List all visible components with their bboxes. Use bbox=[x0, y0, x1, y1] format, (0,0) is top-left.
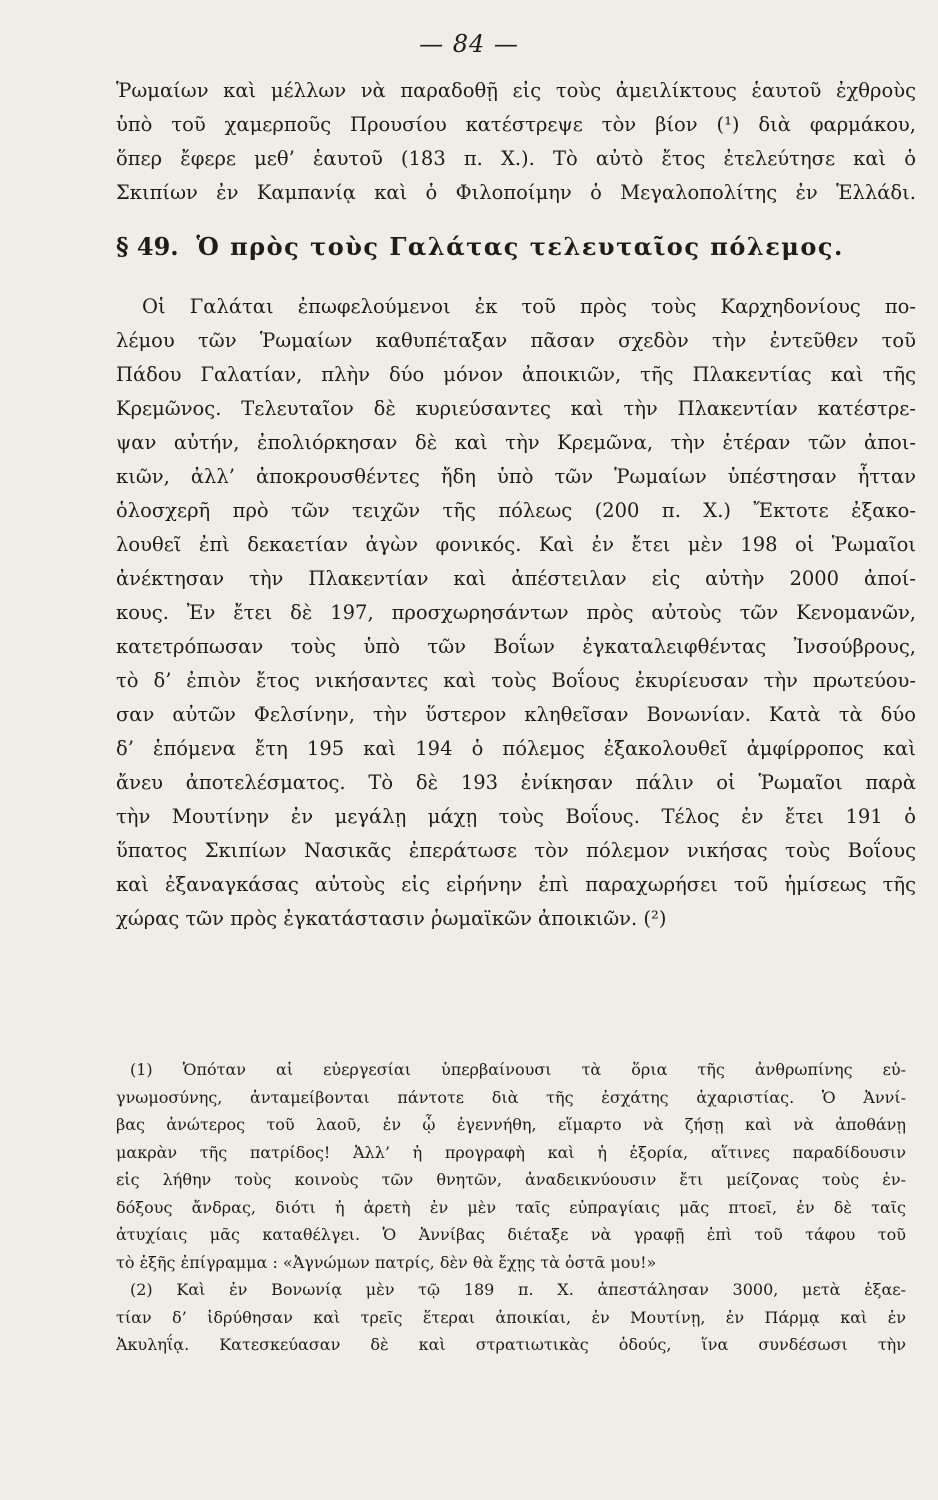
text-line: Σκιπίων ἐν Καμπανίᾳ καὶ ὁ Φιλοποίμην ὁ Μεγαλοπολίτης ἐν Ἑλλάδι. bbox=[116, 181, 916, 204]
text-line: καὶ ἐξαναγκάσας αὐτοὺς εἰς εἰρήνην ἐπὶ παραχωρήσει τοῦ ἡμίσεως τῆς bbox=[116, 873, 916, 896]
text-line: κατετρόπωσαν τοὺς ὑπὸ τῶν Βοΐων ἐγκαταλειφθέντας Ἰνσούβρους, bbox=[116, 635, 916, 658]
text-line: ψαν αὐτήν, ἐπολιόρκησαν δὲ καὶ τὴν Κρεμῶνα, τὴν ἑτέραν τῶν ἀποι- bbox=[116, 431, 916, 454]
text-line: Ῥωμαίων καὶ μέλλων νὰ παραδοθῇ εἰς τοὺς ἀμειλίκτους ἑαυτοῦ ἐχθροὺς bbox=[116, 79, 916, 102]
text-line: λέμου τῶν Ῥωμαίων καθυπέταξαν πᾶσαν σχεδὸν τὴν ἐντεῦθεν τοῦ bbox=[116, 329, 916, 352]
text-line: κιῶν, ἀλλ’ ἀποκρουσθέντες ἤδη ὑπὸ τῶν Ῥωμαίων ὑπέστησαν ἧτταν bbox=[116, 465, 916, 488]
text-line: τὴν Μουτίνην ἐν μεγάλῃ μάχῃ τοὺς Βοΐους. Τέλος ἐν ἔτει 191 ὁ bbox=[116, 805, 916, 828]
footnote-line: γνωμοσύνης, ἀνταμείβονται πάντοτε διὰ τῆς ἐσχάτης ἀχαριστίας. Ὁ Ἀννί- bbox=[116, 1087, 906, 1107]
footnote-line: εἰς λήθην τοὺς κοινοὺς τῶν θνητῶν, ἀναδεικνύουσιν ἔτι μείζονας τοὺς ἐν- bbox=[116, 1170, 906, 1189]
footnote-line: Ἀκυληΐᾳ. Κατεσκεύασαν δὲ καὶ στρατιωτικὰς ὁδούς, ἵνα συνδέσωσι τὴν bbox=[116, 1335, 906, 1354]
footnote-line: δόξους ἄνδρας, διότι ἡ ἀρετὴ ἐν μὲν ταῖς εὐπραγίαις μᾶς πτοεῖ, ἐν δὲ ταῖς bbox=[116, 1197, 906, 1217]
page-number: — 84 — bbox=[419, 30, 519, 58]
text-line: ὕπατος Σκιπίων Νασικᾶς ἐπεράτωσε τὸν πόλεμον νικήσας τοὺς Βοΐους bbox=[116, 839, 916, 862]
footnote-line: μακρὰν τῆς πατρίδος! Ἀλλ’ ἡ προγραφὴ καὶ ἡ ἐξορία, αἵτινες παραδίδουσιν bbox=[116, 1142, 906, 1162]
section-heading bbox=[116, 230, 916, 264]
text-line: δ’ ἑπόμενα ἔτη 195 καὶ 194 ὁ πόλεμος ἐξακολουθεῖ ἀμφίρροπος καὶ bbox=[116, 737, 916, 760]
text-line: ὁλοσχερῆ πρὸ τῶν τειχῶν τῆς πόλεως (200 π. Χ.) Ἔκτοτε ἐξακο- bbox=[116, 499, 916, 522]
footnote-line: (1) Ὁπόταν αἱ εὐεργεσίαι ὑπερβαίνουσι τὰ ὅρια τῆς ἀνθρωπίνης εὐ- bbox=[130, 1060, 906, 1079]
text-line: κους. Ἐν ἔτει δὲ 197, προσχωρησάντων πρὸς αὐτοὺς τῶν Κενομανῶν, bbox=[116, 601, 916, 624]
text-line: σαν αὐτῶν Φελσίνην, τὴν ὕστερον κληθεῖσαν Βονωνίαν. Κατὰ τὰ δύο bbox=[116, 703, 916, 726]
paragraph-section-49 bbox=[116, 290, 916, 936]
footnote-line: βας ἀνώτερος τοῦ λαοῦ, ἐν ᾧ ἐγεννήθη, εἵμαρτο νὰ ζήσῃ καὶ νὰ ἀποθάνῃ bbox=[116, 1115, 906, 1134]
paragraph-continued bbox=[116, 74, 916, 210]
text-line: Οἱ Γαλάται ἐπωφελούμενοι ἐκ τοῦ πρὸς τοὺς Καρχηδονίους πο- bbox=[142, 295, 916, 318]
section-title: Ὁ πρὸς τοὺς Γαλάτας τελευταῖος πόλεμος. bbox=[196, 232, 844, 261]
text-line: τὸ δ’ ἐπιὸν ἔτος νικήσαντες καὶ τοὺς Βοΐους ἐκυρίευσαν τὴν πρωτεύου- bbox=[116, 669, 916, 692]
text-line: Πάδου Γαλατίαν, πλὴν δύο μόνον ἀποικιῶν, τῆς Πλακεντίας καὶ τῆς bbox=[116, 363, 916, 386]
text-line: λουθεῖ ἐπὶ δεκαετίαν ἀγὼν φονικός. Καὶ ἐν ἔτει μὲν 198 οἱ Ῥωμαῖοι bbox=[116, 533, 916, 556]
text-line: ὅπερ ἔφερε μεθ’ ἑαυτοῦ (183 π. Χ.). Τὸ αὐτὸ ἔτος ἐτελεύτησε καὶ ὁ bbox=[116, 147, 916, 170]
text-line: χώρας τῶν πρὸς ἐγκατάστασιν ῥωμαϊκῶν ἀποικιῶν. (²) bbox=[116, 907, 667, 930]
footnote-line: τίαν δ’ ἱδρύθησαν καὶ τρεῖς ἕτεραι ἀποικίαι, ἐν Μουτίνῃ, ἐν Πάρμᾳ καὶ ἐν bbox=[116, 1307, 906, 1327]
text-line: ἀνέκτησαν τὴν Πλακεντίαν καὶ ἀπέστειλαν εἰς αὐτὴν 2000 ἀποί- bbox=[116, 567, 916, 590]
footnotes bbox=[116, 1056, 906, 1359]
footnote-line: (2) Καὶ ἐν Βονωνίᾳ μὲν τῷ 189 π. Χ. ἀπεστάλησαν 3000, μετὰ ἑξαε- bbox=[130, 1280, 906, 1299]
text-line: Κρεμῶνος. Τελευταῖον δὲ κυριεύσαντες καὶ τὴν Πλακεντίαν κατέστρε- bbox=[116, 397, 916, 420]
footnote-line: ἀτυχίαις μᾶς καταθέλγει. Ὁ Ἀννίβας διέταξε νὰ γραφῇ ἐπὶ τοῦ τάφου τοῦ bbox=[116, 1225, 906, 1244]
text-line: ὑπὸ τοῦ χαμερποῦς Προυσίου κατέστρεψε τὸν βίον (¹) διὰ φαρμάκου, bbox=[116, 113, 916, 136]
text-line: ἄνευ ἀποτελέσματος. Τὸ δὲ 193 ἐνίκησαν πάλιν οἱ Ῥωμαῖοι παρὰ bbox=[116, 771, 916, 794]
section-number: § 49. bbox=[116, 232, 179, 261]
main-text bbox=[116, 74, 916, 936]
footnote-line: τὸ ἑξῆς ἐπίγραμμα : «Ἀγνώμων πατρίς, δὲν θὰ ἔχῃς τὰ ὀστᾶ μου!» bbox=[116, 1252, 657, 1272]
